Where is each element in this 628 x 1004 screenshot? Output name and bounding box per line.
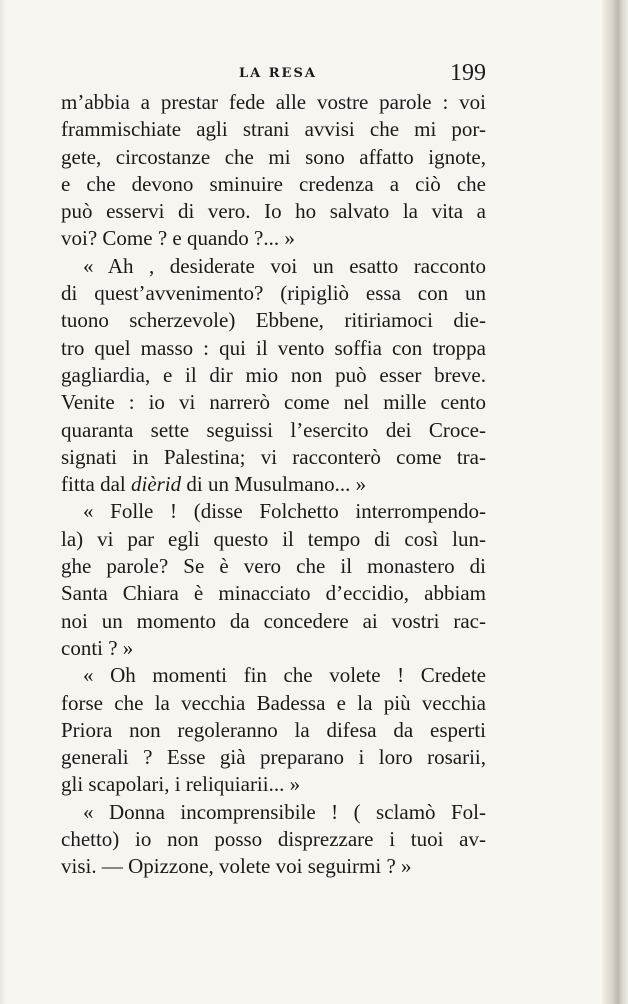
text-line: ghe parole? Se è vero che il monastero di: [61, 554, 486, 579]
text-line: Priora non regoleranno la difesa da esperti: [61, 717, 486, 742]
text-line: visi. — Opizzone, volete voi seguirmi ? »: [61, 854, 412, 879]
text-line: Santa Chiara è minacciato d’eccidio, abbiam: [61, 581, 486, 606]
text-line: frammischiate agli strani avvisi che mi por-: [61, 117, 486, 142]
text-line: « Ah , desiderate voi un esatto racconto: [83, 253, 486, 278]
text-line: e che devono sminuire credenza a ciò che: [61, 171, 486, 196]
text-line: Venite : io vi narrerò come nel mille cento: [61, 390, 486, 415]
running-head: [61, 62, 486, 86]
text-line: voi? Come ? e quando ?... »: [61, 226, 295, 251]
running-title: LA RESA: [239, 66, 317, 81]
text-line: forse che la vecchia Badessa e la più vecchia: [61, 690, 486, 715]
text-line: può esservi di vero. Io ho salvato la vita a: [61, 199, 486, 224]
text-line: tuono scherzevole) Ebbene, ritiriamoci die-: [61, 308, 486, 333]
text-line: conti ? »: [61, 635, 134, 660]
page-left-edge: [0, 0, 6, 1004]
text-line: tro quel masso : qui il vento soffia con troppa: [61, 335, 486, 360]
text-line: « Oh momenti fin che volete ! Credete: [83, 663, 486, 688]
body-text: [61, 89, 486, 881]
page-number: 199: [450, 60, 486, 86]
text-line: « Donna incomprensibile ! ( sclamò Fol-: [83, 799, 486, 824]
page-binding-edge: [602, 0, 628, 1004]
text-line: gete, circostanze che mi sono affatto ignote,: [61, 144, 486, 169]
italic-word: dièrid: [130, 472, 182, 497]
text-line: la) vi par egli questo il tempo di così lun-: [61, 526, 486, 551]
text-line: di quest’avvenimento? (ripigliò essa con un: [61, 281, 486, 306]
text-line: m’abbia a prestar fede alle vostre parole : voi: [61, 90, 486, 114]
text-line: « Folle ! (disse Folchetto interrompendo-: [83, 499, 486, 524]
text-line: generali ? Esse già preparano i loro rosarii,: [61, 745, 486, 770]
text-line: chetto) io non posso disprezzare i tuoi av-: [61, 827, 486, 852]
text-line: gagliardia, e il dir mio non può esser breve.: [61, 362, 486, 387]
text-line: signati in Palestina; vi racconterò come tra-: [61, 444, 486, 469]
text-line: quaranta sette seguissi l’esercito dei Croce-: [61, 417, 486, 442]
text-line: noi un momento da concedere ai vostri rac-: [61, 608, 486, 633]
text-line: fitta dal dièrid di un Musulmano... »: [61, 472, 367, 497]
text-line: gli scapolari, i reliquiarii... »: [61, 772, 301, 797]
